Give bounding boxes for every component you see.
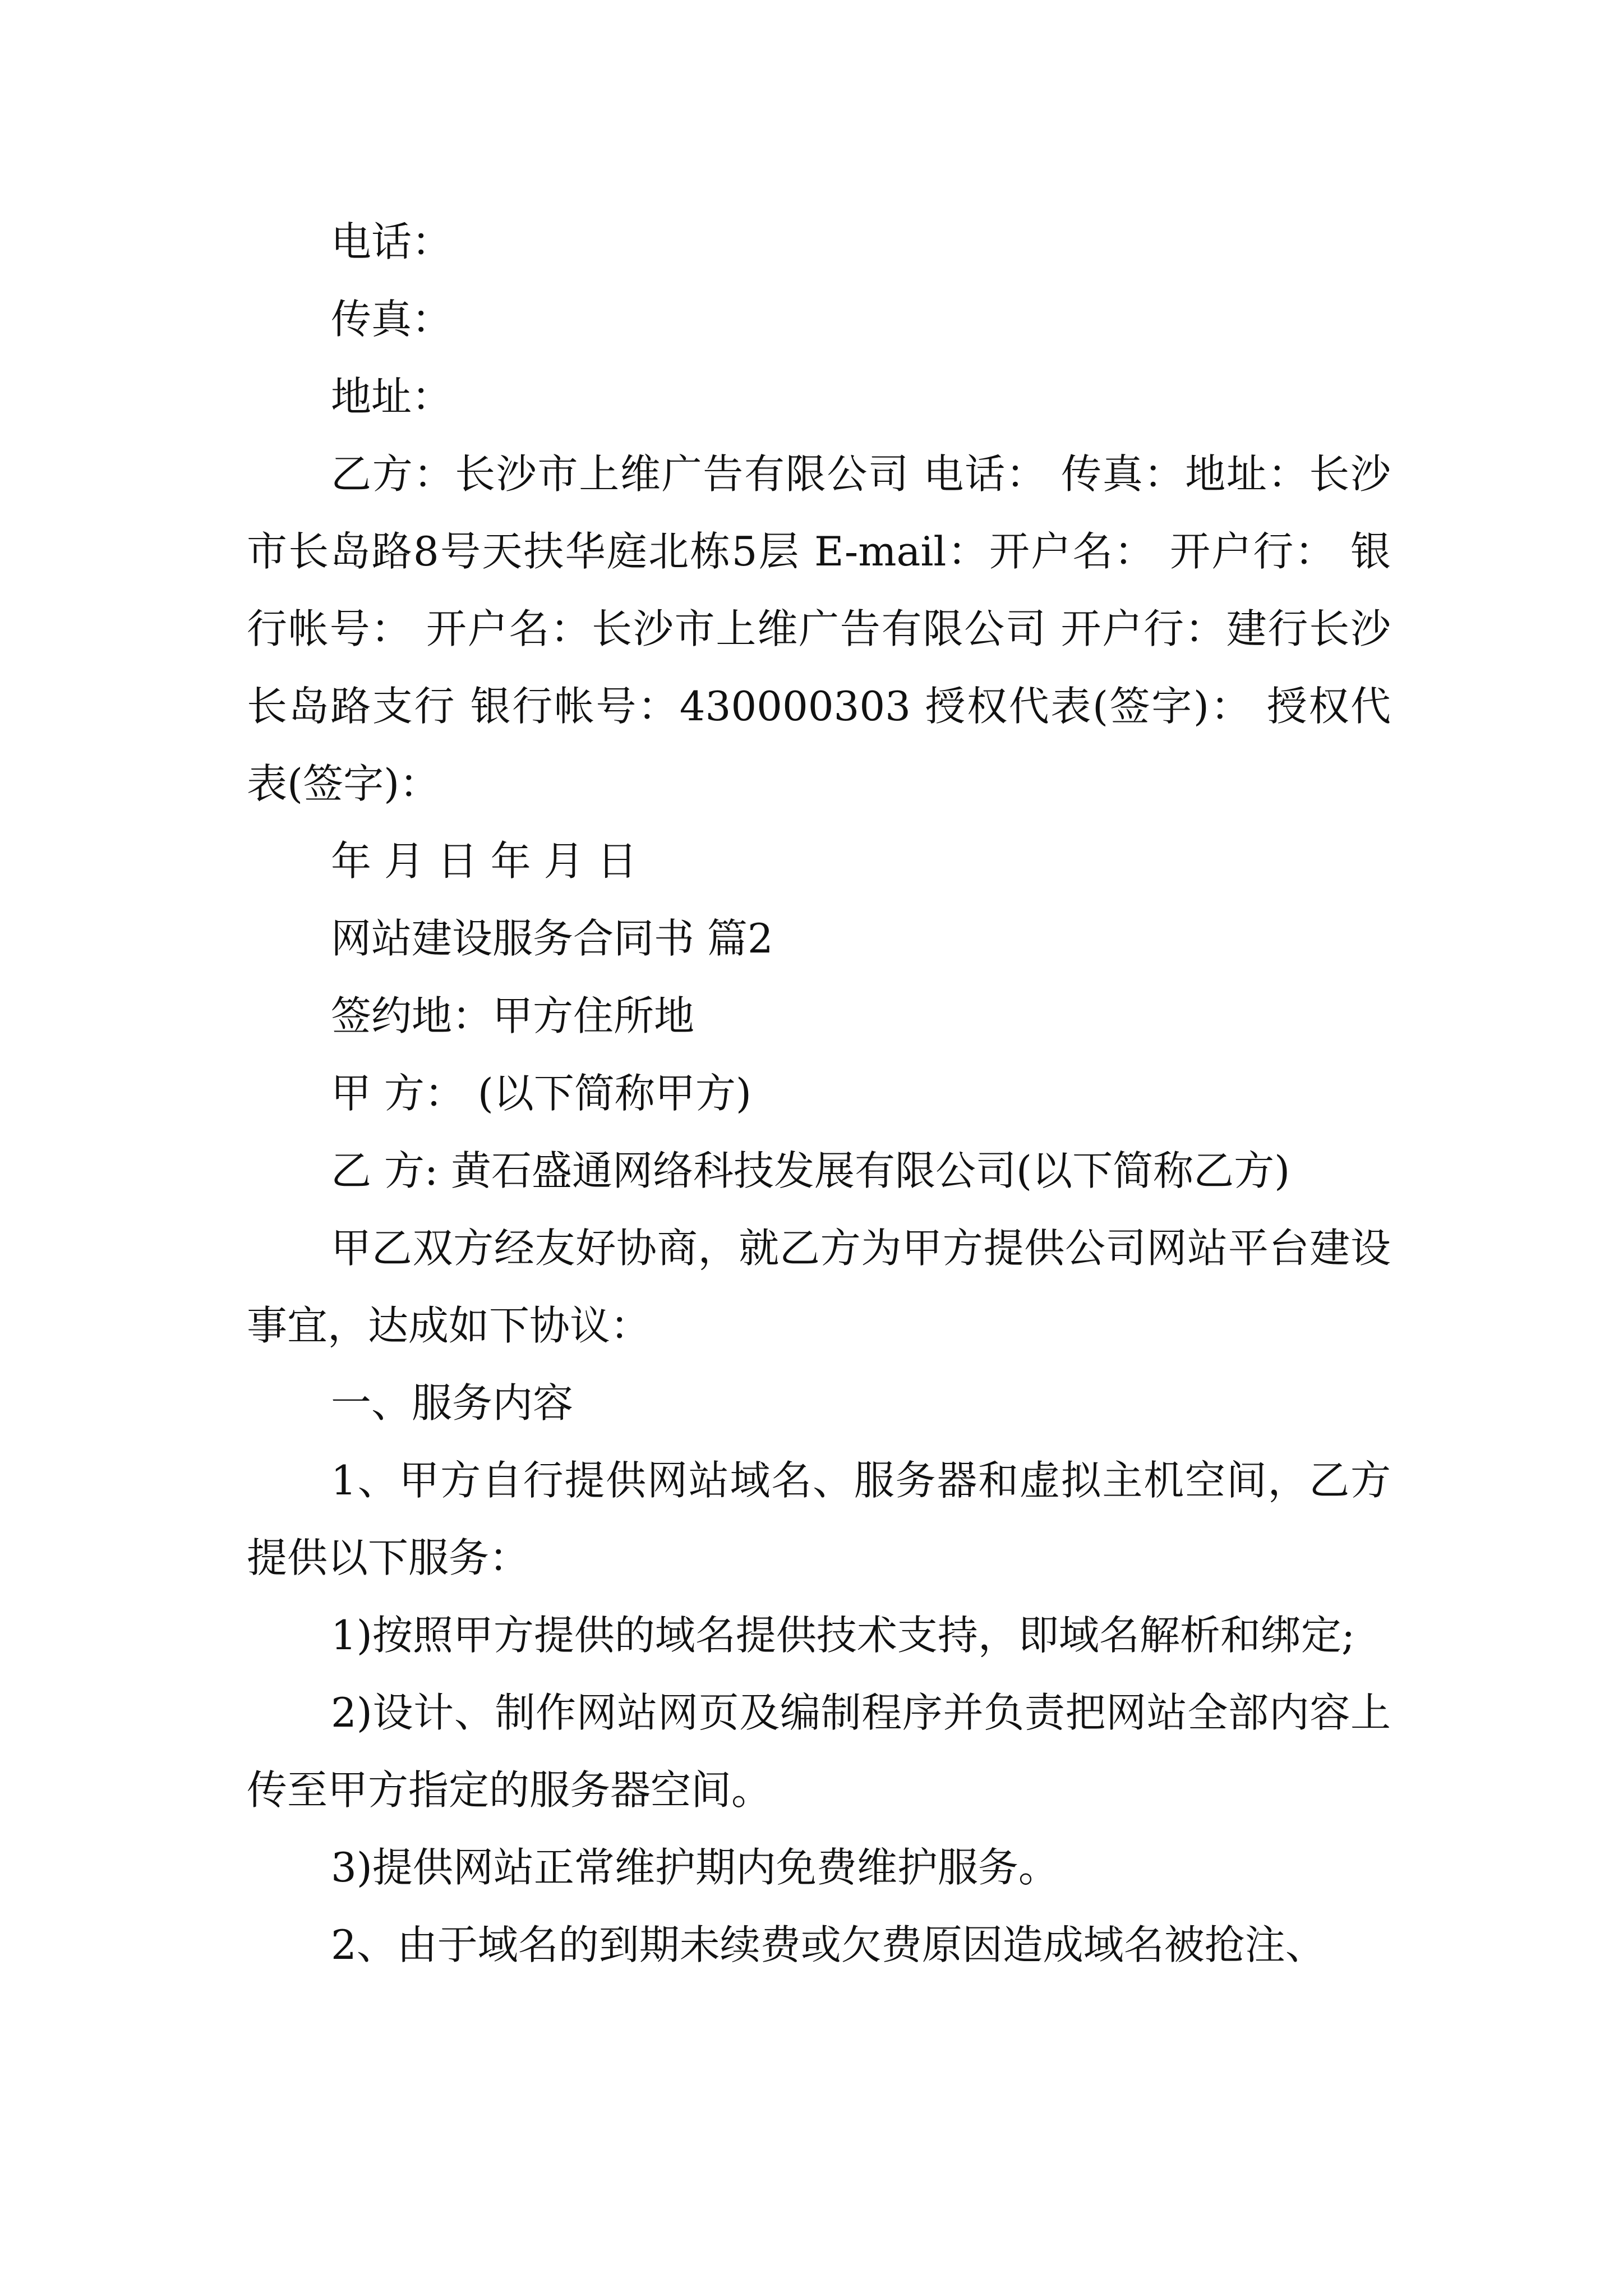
clause-2: 2、由于域名的到期未续费或欠费原因造成域名被抢注、: [331, 1921, 1326, 1968]
document-body: [247, 203, 1391, 1984]
clause-1: 1、甲方自行提供网站域名、服务器和虚拟主机空间，乙方提供以下服务：: [247, 1457, 1391, 1581]
paragraph-date-line: 年 月 日 年 月 日: [331, 838, 638, 885]
paragraph-phone: 电话：: [331, 218, 453, 265]
paragraph-signing-place: 签约地：甲方住所地: [331, 992, 695, 1039]
clause-1-item-3: 3)提供网站正常维护期内免费维护服务。: [331, 1844, 1059, 1891]
section-title: 网站建设服务合同书 篇2: [331, 915, 773, 962]
paragraph-fax: 传真：: [331, 296, 453, 343]
paragraph-party-a: 甲 方： (以下简称甲方): [331, 1070, 751, 1117]
heading-service-content: 一、服务内容: [331, 1379, 574, 1427]
paragraph-agreement-intro: 甲乙双方经友好协商，就乙方为甲方提供公司网站平台建设事宜，达成如下协议：: [247, 1225, 1391, 1349]
paragraph-party-b: 乙 方: 黄石盛通网络科技发展有限公司(以下简称乙方): [331, 1147, 1290, 1194]
clause-1-item-1: 1)按照甲方提供的域名提供技术支持，即域名解析和绑定;: [331, 1612, 1355, 1659]
clause-1-item-2: 2)设计、制作网站网页及编制程序并负责把网站全部内容上传至甲方指定的服务器空间。: [247, 1689, 1391, 1814]
paragraph-address: 地址：: [331, 373, 453, 420]
paragraph-party-b-info: 乙方：长沙市上维广告有限公司 电话： 传真：地址：长沙市长岛路8号天扶华庭北栋5层 E-mail：开户名： 开户行： 银行帐号： 开户名：长沙市上维广告有限公司 开户行：建行长沙长岛路支行 银行帐号：430000303 授权代表(签字)： 授权代表(签字)：: [247, 450, 1391, 807]
